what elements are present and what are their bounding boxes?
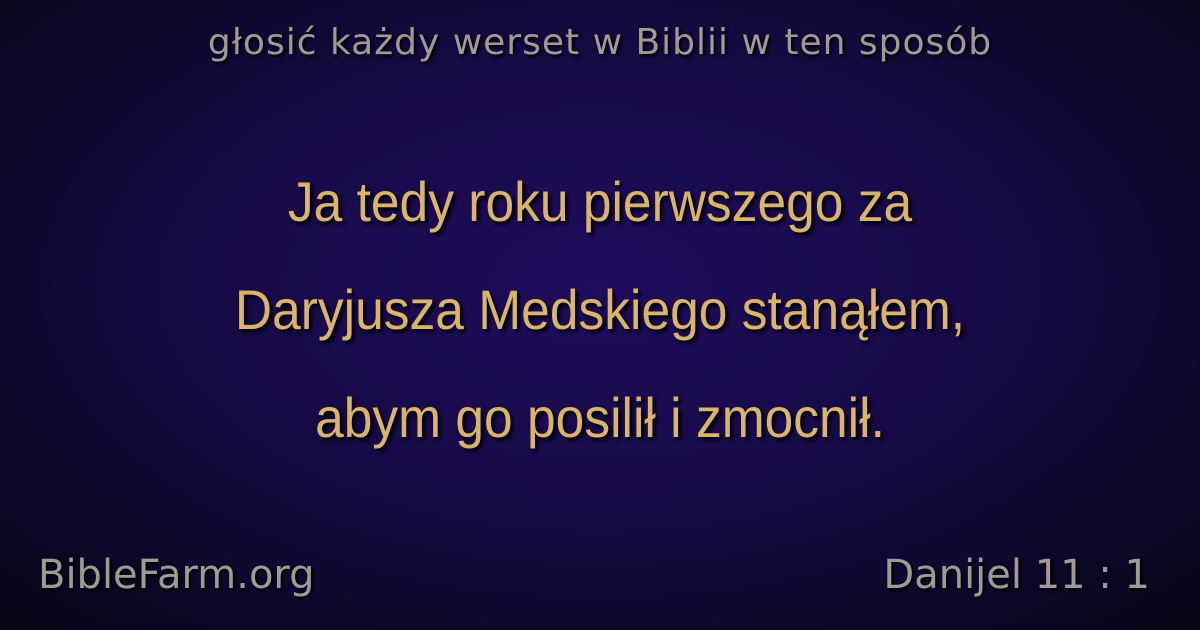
verse-reference: Danijel 11 : 1 [883,552,1150,598]
site-name: BibleFarm.org [38,552,315,598]
tagline: głosić każdy werset w Biblii w ten sposób [207,22,993,63]
verse-text [94,148,1106,472]
verse-line: Ja tedy roku pierwszego za [287,170,913,233]
verse-line: abym go posilił i zmocnił. [315,386,885,449]
verse-line: Daryjusza Medskiego stanąłem, [234,278,966,341]
